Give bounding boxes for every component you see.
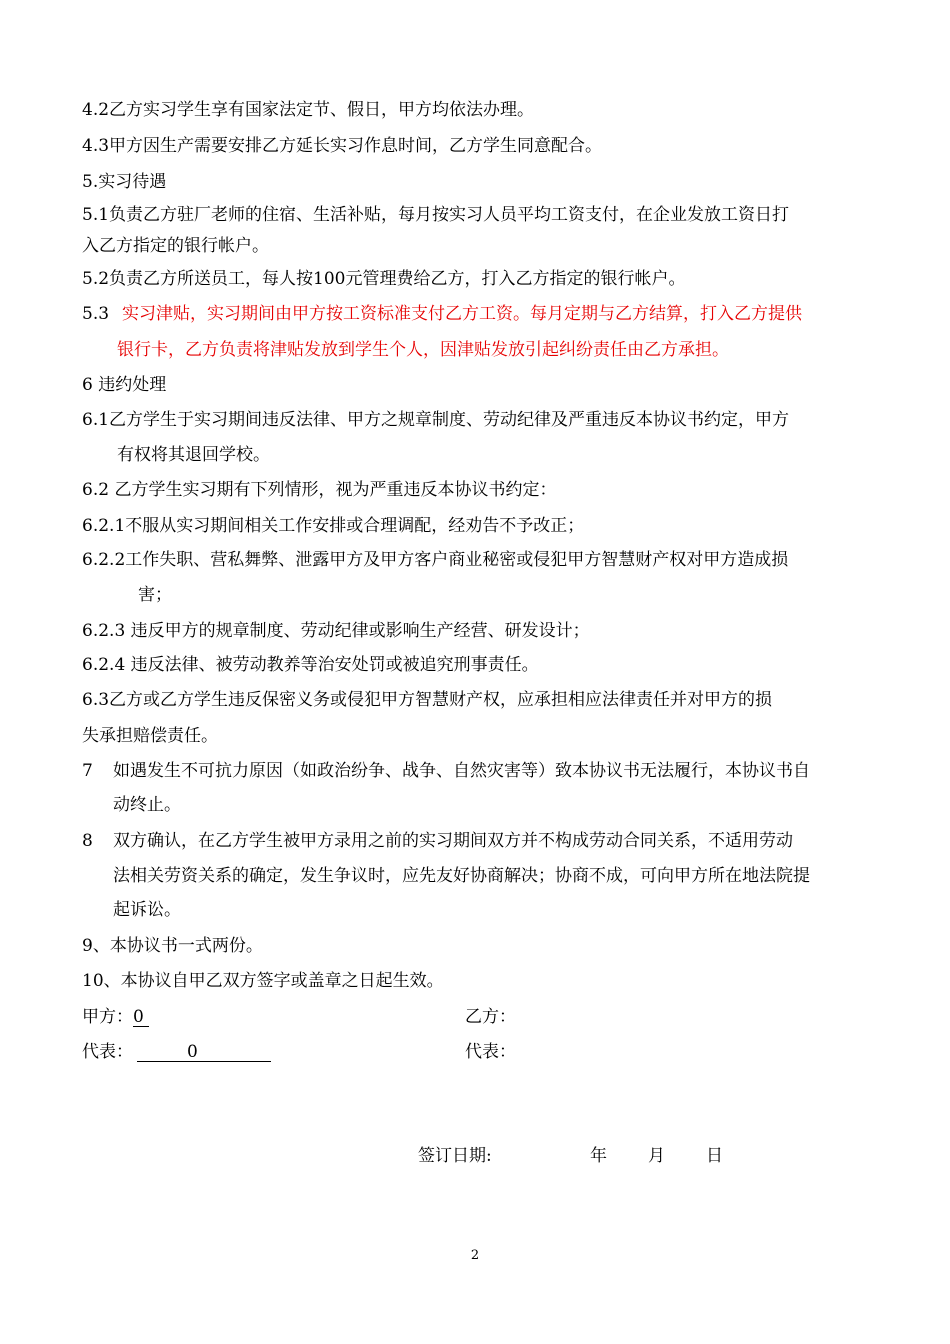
party-a-value: 0 [133,1008,149,1027]
rep-b-label: 代表： [465,1042,516,1062]
section-5-heading: 5.实习待遇 [82,172,167,192]
clause-6-1-line1: 6.1乙方学生于实习期间违反法律、甲方之规章制度、劳动纪律及严重违反本协议书约定，甲方 [82,410,790,430]
clause-5-3-line2: 银行卡，乙方负责将津贴发放到学生个人，因津贴发放引起纠纷责任由乙方承担。 [117,340,729,360]
clause-6-2-2-line1: 6.2.2工作失职、营私舞弊、泄露甲方及甲方客户商业秘密或侵犯甲方智慧财产权对甲方造成损 [82,550,789,570]
clause-6-2: 6.2 乙方学生实习期有下列情形，视为严重违反本协议书约定： [82,480,557,500]
clause-7-line1 [82,761,810,781]
party-a-row [82,1007,149,1027]
date-year-label: 年 [590,1146,607,1166]
clause-8-line2: 法相关劳资关系的确定，发生争议时，应先友好协商解决；协商不成，可向甲方所在地法院提 [113,866,810,886]
clause-5-3-line1 [82,304,802,324]
clause-8-line3: 起诉讼。 [113,900,181,920]
rep-a-label: 代表： [82,1042,133,1062]
signing-date-label: 签订日期: [418,1146,492,1166]
clause-7-number: 7 [82,761,93,781]
clause-5-1-line2: 入乙方指定的银行帐户。 [82,236,269,256]
clause-6-2-2-line2: 害； [138,585,172,605]
clause-6-1-line2: 有权将其退回学校。 [117,445,270,465]
clause-8-number: 8 [82,831,93,851]
clause-6-2-1: 6.2.1不服从实习期间相关工作安排或合理调配，经劝告不予改正； [82,516,585,536]
clause-5-1-line1: 5.1负责乙方驻厂老师的住宿、生活补贴，每月按实习人员平均工资支付，在企业发放工资日打 [82,205,790,225]
clause-6-3-line1: 6.3乙方或乙方学生违反保密义务或侵犯甲方智慧财产权，应承担相应法律责任并对甲方的损 [82,690,773,710]
rep-a-value: 0 [137,1043,271,1062]
section-6-heading: 6 违约处理 [82,375,167,395]
clause-8-text-line1: 双方确认，在乙方学生被甲方录用之前的实习期间双方并不构成劳动合同关系，不适用劳动 [113,831,793,851]
party-a-label: 甲方： [82,1007,133,1027]
clause-6-2-4: 6.2.4 违反法律、被劳动教养等治安处罚或被追究刑事责任。 [82,655,539,675]
clause-5-3-number: 5.3 [82,304,110,324]
date-day-label: 日 [706,1146,723,1166]
clause-10: 10、本协议自甲乙双方签字或盖章之日起生效。 [82,971,444,991]
page-number: 2 [470,1248,480,1263]
clause-5-3-text-line1: 实习津贴，实习期间由甲方按工资标准支付乙方工资。每月定期与乙方结算，打入乙方提供 [122,304,802,324]
clause-7-line2: 动终止。 [113,795,181,815]
party-b-label: 乙方： [465,1007,516,1027]
date-month-label: 月 [648,1146,665,1166]
clause-7-text-line1: 如遇发生不可抗力原因（如政治纷争、战争、自然灾害等）致本协议书无法履行，本协议书自 [113,761,810,781]
clause-4-3: 4.3甲方因生产需要安排乙方延长实习作息时间，乙方学生同意配合。 [82,136,603,156]
clause-9: 9、本协议书一式两份。 [82,936,263,956]
clause-8-line1 [82,831,793,851]
clause-6-3-line2: 失承担赔偿责任。 [82,726,218,746]
clause-5-2: 5.2负责乙方所送员工，每人按100元管理费给乙方，打入乙方指定的银行帐户。 [82,269,686,289]
clause-6-2-3: 6.2.3 违反甲方的规章制度、劳动纪律或影响生产经营、研发设计； [82,621,590,641]
signing-date-row [418,1146,723,1166]
rep-a-row [82,1042,271,1062]
clause-4-2: 4.2乙方实习学生享有国家法定节、假日，甲方均依法办理。 [82,100,535,120]
